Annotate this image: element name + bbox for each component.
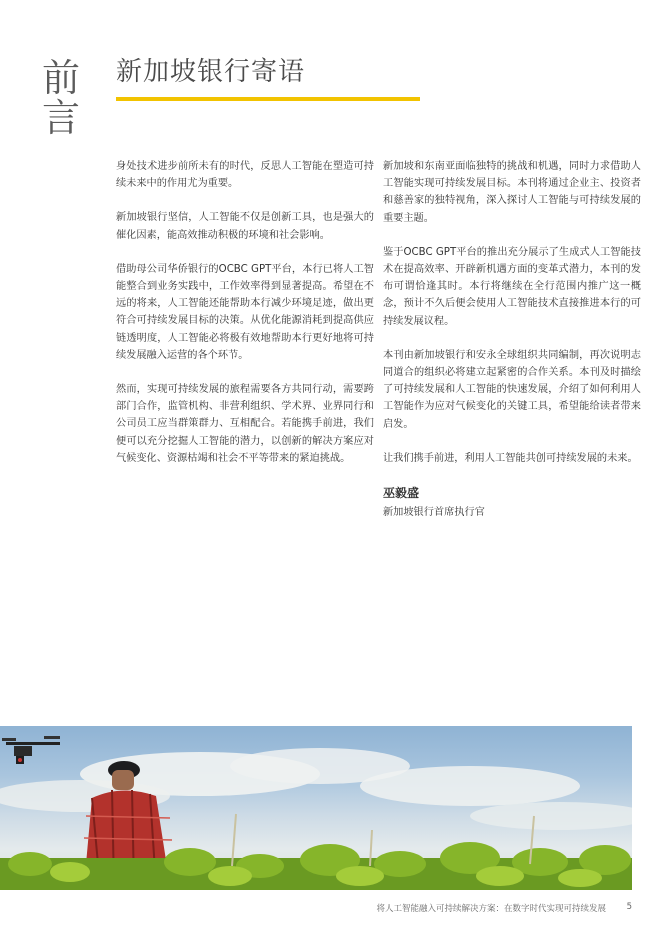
- paragraph: 新加坡银行坚信，人工智能不仅是创新工具，也是强大的催化因素，能高效推动积极的环境和社会影响。: [116, 212, 374, 241]
- title-underline: [116, 97, 420, 101]
- signature-title: 新加坡银行首席执行官: [383, 507, 485, 519]
- left-column: [116, 158, 374, 484]
- paragraph: 借助母公司华侨银行的OCBC GPT平台，本行已将人工智能整合到业务实践中，工作效率得到显著提高。希望在不远的将来，人工智能还能帮助本行减少环境足迹，做出更符合可持续发展目标的决策。从优化能源消耗到提高供应链透明度，人工智能必将极有效地帮助本行更好地将可持续发展融入运营的各个环节。: [116, 263, 374, 361]
- paragraph: 新加坡和东南亚面临独特的挑战和机遇，同时力求借助人工智能实现可持续发展目标。本刊将通过企业主、投资者和慈善家的独特视角，深入探讨人工智能与可持续发展的重要主题。: [383, 161, 641, 224]
- paragraph: 让我们携手前进，利用人工智能共创可持续发展的未来。: [383, 452, 638, 464]
- section-label: 前言: [41, 56, 80, 140]
- paragraph: 然而，实现可持续发展的旅程需要各方共同行动，需要跨部门合作，监管机构、非营利组织、学术界、业界同行和公司员工应当群策群力、互相配合。若能携手前进，我们便可以充分挖掘人工智能的潜力，以创新的解决方案应对气候变化、资源枯竭和社会不平等带来的紧迫挑战。: [116, 384, 374, 464]
- right-column: [383, 158, 641, 522]
- farm-photo: [0, 726, 632, 890]
- page-number: 5: [626, 902, 632, 912]
- farm-photo-illustration: [0, 726, 632, 890]
- page-footer: [0, 900, 662, 920]
- paragraph: 本刊由新加坡银行和安永全球组织共同编制，再次说明志同道合的组织必将建立起紧密的合作关系。本刊及时描绘了可持续发展和人工智能的快速发展，介绍了如何利用人工智能作为应对气候变化的关键工具，希望能给读者带来启发。: [383, 349, 641, 430]
- footer-text: 将人工智能融入可持续解决方案：在数字时代实现可持续发展: [376, 904, 606, 914]
- page-title: 新加坡银行寄语: [116, 57, 306, 87]
- signature-name: 巫毅盛: [383, 486, 420, 501]
- drone-icon: [2, 736, 60, 764]
- paragraph: 身处技术进步前所未有的时代，反思人工智能在塑造可持续未来中的作用尤为重要。: [116, 161, 374, 190]
- paragraph: 鉴于OCBC GPT平台的推出充分展示了生成式人工智能技术在提高效率、开辟新机遇方面的变革式潜力，本刊的发布可谓恰逢其时。本行将继续在全行范围内推广这一概念，预计不久后便会使用人工智能技术直接推进本行的可持续发展议程。: [383, 246, 641, 327]
